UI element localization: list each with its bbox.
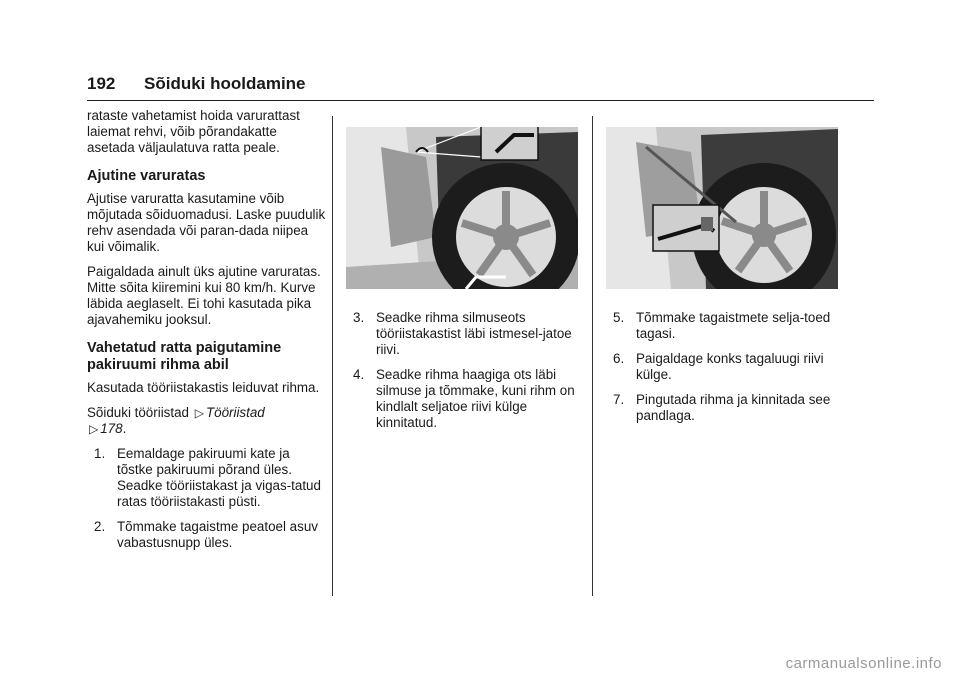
heading-spare-wheel: Ajutine varuratas (87, 168, 206, 184)
step-number: 5. (613, 310, 625, 325)
list-item (606, 392, 846, 424)
steps-list (346, 310, 586, 431)
step-number: 2. (94, 519, 106, 534)
arrow-triangle-icon: ▷ (89, 422, 99, 436)
step-text: Seadke rihma silmuseots tööriistakastist läbi istmesel-jatoe riivi. (376, 310, 572, 357)
step-number: 1. (94, 446, 106, 461)
step-text: Tõmmake tagaistme peatoel asuv vabastusnupp üles. (117, 519, 318, 550)
step-text: Eemaldage pakiruumi kate ja tõstke pakiruumi põrand üles. Seadke tööriistakast ja vigas-tatud ratas tööriistakasti püsti. (117, 446, 321, 509)
xref-page[interactable]: 178 (100, 421, 123, 436)
xref-link[interactable]: Tööriistad (205, 405, 265, 420)
figure-strap-latch (346, 127, 578, 289)
step-number: 4. (353, 367, 365, 382)
column-2 (346, 127, 586, 440)
tools-label: Sõiduki tööriistad (87, 405, 189, 420)
step-number: 7. (613, 392, 625, 407)
step-number: 3. (353, 310, 365, 325)
list-item (606, 351, 846, 383)
column-divider (332, 116, 333, 596)
list-item (346, 310, 586, 358)
step-text: Paigaldage konks tagaluugi riivi külge. (636, 351, 824, 382)
step-text: Tõmmake tagaistmete selja-toed tagasi. (636, 310, 831, 341)
paragraph: Paigaldada ainult üks ajutine varuratas. Mitte sõita kiiremini kui 80 km/h. Kurve läbida aeglaselt. Ei tohi kasutada pika ajavahemiku jooksul. (87, 264, 321, 327)
arrow-triangle-icon: ▷ (194, 406, 204, 420)
tools-reference: Sõiduki tööriistad ▷ Tööriistad ▷ 178. (87, 405, 265, 436)
heading-stowing-wheel: Vahetatud ratta paigutamine pakiruumi rihma abil (87, 340, 282, 373)
paragraph: Kasutada tööriistakastis leiduvat rihma. (87, 380, 320, 395)
column-divider (592, 116, 593, 596)
list-item (87, 519, 327, 551)
intro-paragraph: rataste vahetamist hoida varurattast laiemat rehvi, võib põrandakatte asetada väljaulatuva ratta peale. (87, 108, 300, 155)
steps-list (87, 446, 327, 551)
paragraph: Ajutise varuratta kasutamine võib mõjutada sõiduomadusi. Laske puudulik rehv asendada või paran-dada niipea kui võimalik. (87, 191, 326, 254)
page-number: 192 (87, 74, 116, 93)
list-item (87, 446, 327, 510)
step-text: Seadke rihma haagiga ots läbi silmuse ja tõmmake, kuni rihm on kindlalt seljatoe riivi külge kinnitatud. (376, 367, 575, 430)
section-title: Sõiduki hooldamine (144, 74, 306, 93)
list-item (346, 367, 586, 431)
column-3 (606, 127, 846, 433)
steps-list (606, 310, 846, 424)
page-header (87, 74, 874, 101)
list-item (606, 310, 846, 342)
column-1 (87, 108, 327, 560)
step-number: 6. (613, 351, 625, 366)
step-text: Pingutada rihma ja kinnitada see pandlaga. (636, 392, 831, 423)
watermark: carmanualsonline.info (785, 655, 942, 672)
figure-strap-tension (606, 127, 838, 289)
